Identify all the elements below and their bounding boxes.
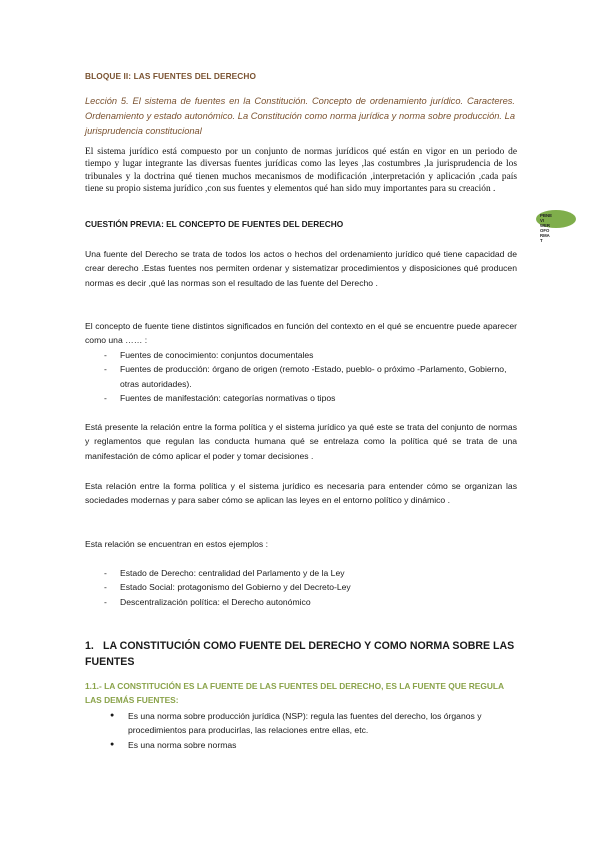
paragraph-fuente-definicion: Una fuente del Derecho se trata de todos los actos o hechos del ordenamiento jurídico qué tiene capacidad de crear derecho .Estas fuentes nos permiten ordenar y sistematizar procedimientos y disposiciones qué producen normas es decir ,qué las normas son el resultado de las fuente del Derecho . xyxy=(85,249,517,288)
paragraph-ejemplos-intro: Esta relación se encuentran en estos ejemplos : xyxy=(85,539,268,549)
list-item: - Descentralización política: el Derecho autonómico xyxy=(104,595,518,609)
section-1-number: 1. xyxy=(85,640,94,652)
badge-line: T xyxy=(540,238,543,243)
intro-paragraph: El sistema jurídico está compuesto por un conjunto de normas jurídicos qué están en vigor en un periodo de tiempo y lugar integrante las diversas fuentes jurídicas como las leyes ,las costumbres ,la jurisprudencia de los tribunales y la doctrina qué tienen muchos mecanismos de modificación ,interpretación y aplicación ,cada país tiene su propio sistema jurídico ,con sus fuentes y elementos qué han sido muy importantes para su creación . xyxy=(85,147,517,194)
list-item: - Fuentes de manifestación: categorías normativas o tipos xyxy=(104,391,518,405)
section-previa-title: CUESTIÓN PREVIA: EL CONCEPTO DE FUENTES DEL DERECHO xyxy=(85,219,344,229)
list-item: - Fuentes de conocimiento: conjuntos documentales xyxy=(104,348,518,362)
section-1-1-heading: 1.1.- LA CONSTITUCIÓN ES LA FUENTE DE LAS FUENTES DEL DERECHO, ES LA FUENTE QUE REGULA LAS DEMÁS FUENTES: xyxy=(85,681,504,705)
badge-line: OFO xyxy=(540,228,550,233)
bullet-item: ● Es una norma sobre producción jurídica (NSP): regula las fuentes del derecho, los órganos y procedimientos para producirlas, las relaciones entre ellas, etc. xyxy=(110,709,518,738)
list-item: - Fuentes de producción: órgano de origen (remoto -Estado, pueblo- o próximo -Parlamento, Gobierno, otras autoridades). xyxy=(104,362,518,391)
paragraph-relacion-necesaria: Esta relación entre la forma política y el sistema jurídico es necesaria para entender cómo se organizan las sociedades modernas y para saber cómo se aplican las leyes en el entorno político y dinámico . xyxy=(85,481,517,506)
ejemplos-list xyxy=(104,566,518,609)
badge-line: RMA xyxy=(540,233,550,238)
paragraph-relacion-forma-politica: Está presente la relación entre la forma política y el sistema jurídico ya qué este se trata del conjunto de normas y reglamentos que regulan las conducta humana qué se entrelaza como la política qué se trata de una manifestación de cómo aplicar el poder y tomar decisiones . xyxy=(85,422,517,461)
fuentes-list xyxy=(104,348,518,405)
badge-line: WER xyxy=(540,223,551,228)
list-item: - Estado de Derecho: centralidad del Parlamento y de la Ley xyxy=(104,566,518,580)
lesson-title: Lección 5. El sistema de fuentes en la Constitución. Concepto de ordenamiento jurídico. Caracteres. Ordenamiento y estado autonómico. La Constitución como norma jurídica y norma sobre producción. La jurisprudencia constitucional xyxy=(85,96,515,136)
list-item: - Estado Social: protagonismo del Gobierno y del Decreto-Ley xyxy=(104,580,518,594)
section-1-heading xyxy=(85,638,517,670)
section-1-title: LA CONSTITUCIÓN COMO FUENTE DEL DERECHO Y COMO NORMA SOBRE LAS FUENTES xyxy=(85,640,515,668)
block-title: BLOQUE II: LAS FUENTES DEL DERECHO xyxy=(85,71,257,81)
badge-text xyxy=(540,213,574,243)
badge-line: VI xyxy=(540,218,545,223)
paragraph-concepto-fuente: El concepto de fuente tiene distintos significados en función del contexto en el qué se encuentre puede aparecer como una …… : xyxy=(85,321,517,346)
badge-line: PBNE xyxy=(540,213,552,218)
bullet-item: ● Es una norma sobre normas xyxy=(110,738,518,752)
section-1-bullets xyxy=(110,709,518,752)
